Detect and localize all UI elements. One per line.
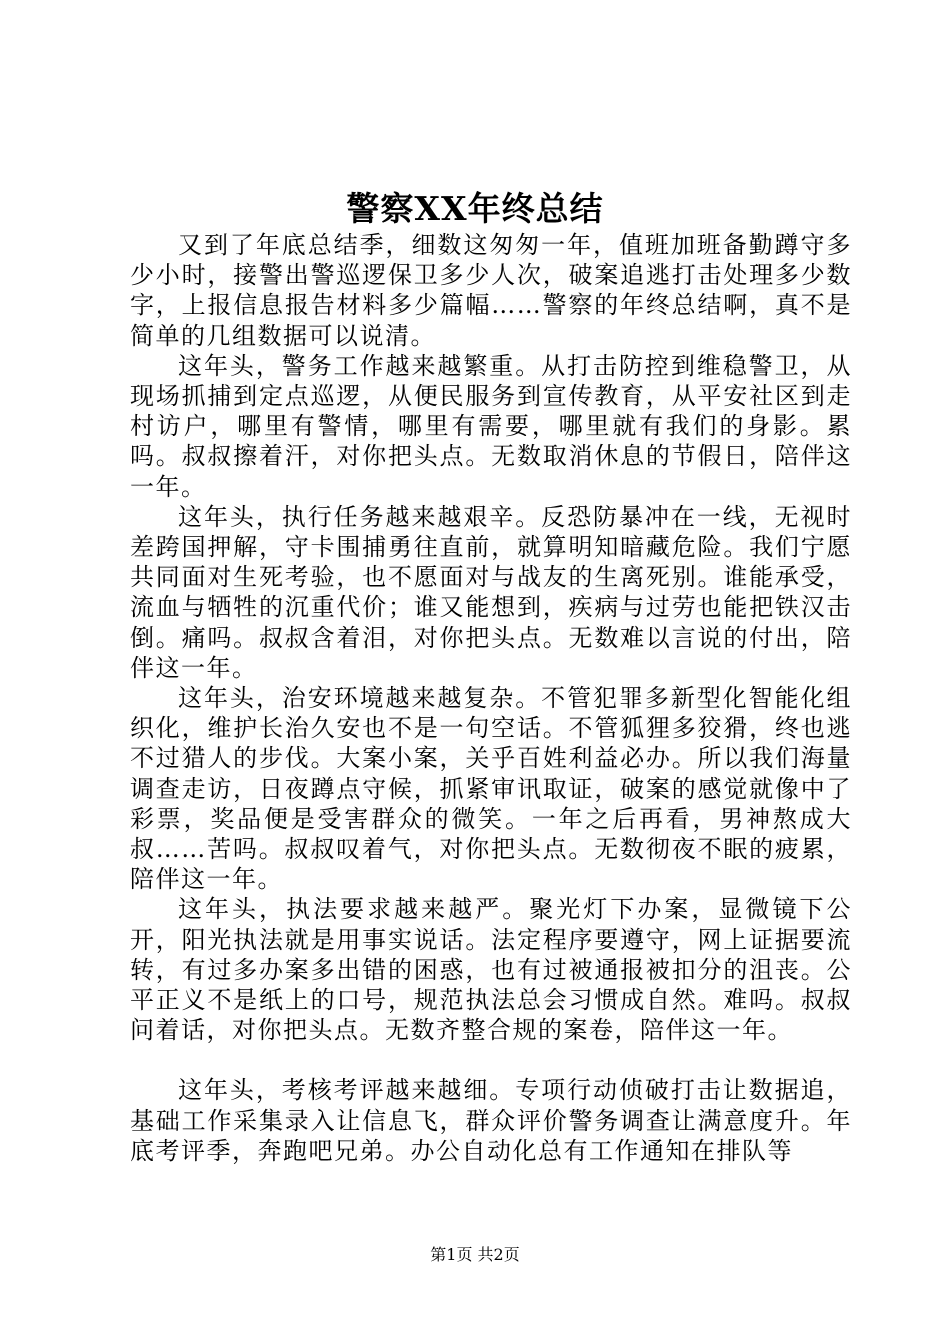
page-footer: 第1页 共2页 (430, 1245, 520, 1264)
paragraph-intro: 又到了年底总结季，细数这匆匆一年，值班加班备勤蹲守多少小时，接警出警巡逻保卫多少人次，破案追逃打击处理多少数字，上报信息报告材料多少篇幅……警察的年终总结啊，真不是简单的几组数据可以说清。 (130, 231, 852, 350)
paragraph-assessment: 这年头，考核考评越来越细。专项行动侦破打击让数据追，基础工作采集录入让信息飞，群众评价警务调查让满意度升。年底考评季，奔跑吧兄弟。办公自动化总有工作通知在排队等 (130, 1076, 852, 1165)
paragraph-law-enforcement: 这年头，执法要求越来越严。聚光灯下办案，显微镜下公开，阳光执法就是用事实说话。法定程序要遵守，网上证据要流转，有过多办案多出错的困惑，也有过被通报被扣分的沮丧。公平正义不是纸上的口号，规范执法总会习惯成自然。难吗。叔叔问着话，对你把头点。无数齐整合规的案卷，陪伴这一年。 (130, 895, 852, 1045)
document-title: 警察XX年终总结 (346, 189, 604, 228)
document-body (130, 230, 852, 1166)
paragraph-public-security: 这年头，治安环境越来越复杂。不管犯罪多新型化智能化组织化，维护长治久安也不是一句空话。不管狐狸多狡猾，终也逃不过猎人的步伐。大案小案，关乎百姓利益必办。所以我们海量调查走访，日夜蹲点守候，抓紧审讯取证，破案的感觉就像中了彩票，奖品便是受害群众的微笑。一年之后再看，男神熬成大叔……苦吗。叔叔叹着气，对你把头点。无数彻夜不眠的疲累，陪伴这一年。 (130, 684, 852, 894)
paragraph-workload: 这年头，警务工作越来越繁重。从打击防控到维稳警卫，从现场抓捕到定点巡逻，从便民服务到宣传教育，从平安社区到走村访户，哪里有警情，哪里有需要，哪里就有我们的身影。累吗。叔叔擦着汗，对你把头点。无数取消休息的节假日，陪伴这一年。 (130, 351, 852, 501)
paragraph-missions: 这年头，执行任务越来越艰辛。反恐防暴冲在一线，无视时差跨国押解，守卡围捕勇往直前，就算明知暗藏危险。我们宁愿共同面对生死考验，也不愿面对与战友的生离死别。谁能承受，流血与牺牲的沉重代价；谁又能想到，疾病与过劳也能把铁汉击倒。痛吗。叔叔含着泪，对你把头点。无数难以言说的付出，陪伴这一年。 (130, 502, 852, 682)
